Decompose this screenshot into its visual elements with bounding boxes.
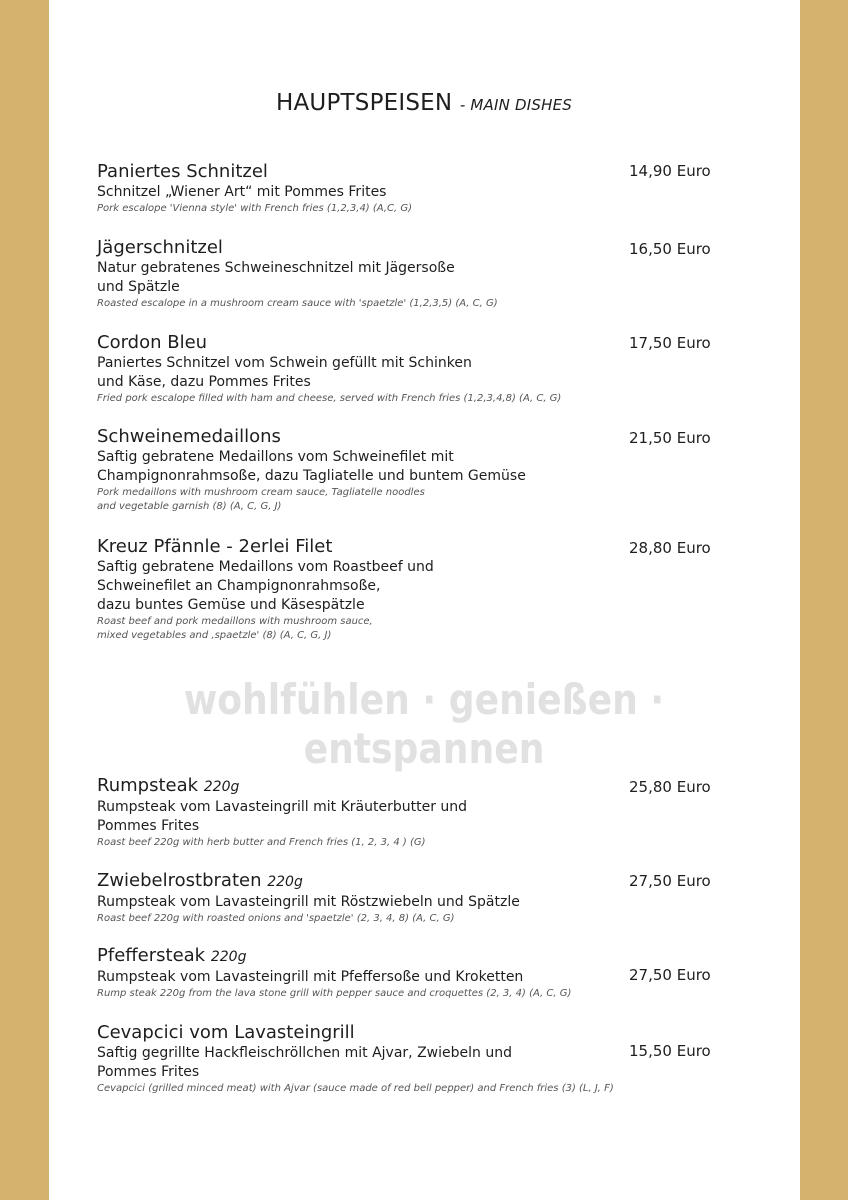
dish-price: 17,50 Euro: [629, 334, 711, 352]
dish-item: [97, 870, 657, 926]
right-gold-border: [800, 0, 848, 1200]
dish-desc-de: Paniertes Schnitzel vom Schwein gefüllt mit Schinken: [97, 355, 472, 371]
dish-name: Jägerschnitzel: [97, 237, 223, 258]
title-sub: - MAIN DISHES: [459, 96, 572, 114]
left-gold-border: [0, 0, 49, 1200]
dish-name: Schweinemedaillons: [97, 426, 281, 447]
dish-desc-de: Pommes Frites: [97, 818, 200, 834]
dish-desc-en: Fried pork escalope filled with ham and cheese, served with French fries (1,2,3,4,8) (A, C, G): [97, 393, 562, 404]
dish-name: Cordon Bleu: [97, 332, 208, 353]
dish-desc-en: Roast beef 220g with herb butter and French fries (1, 2, 3, 4 ) (G): [97, 837, 426, 848]
dish-desc-de: Schweinefilet an Champignonrahmsoße,: [97, 578, 381, 594]
dish-price: 15,50 Euro: [629, 1042, 711, 1060]
dish-desc-en: Roast beef 220g with roasted onions and 'spaetzle' (2, 3, 4, 8) (A, C, G): [97, 913, 455, 924]
title-main: HAUPTSPEISEN: [276, 90, 453, 116]
dish-price: 25,80 Euro: [629, 778, 711, 796]
slogan-text: wohlfühlen · genießen · entspannen: [183, 675, 665, 773]
dish-desc-de: Champignonrahmsoße, dazu Tagliatelle und buntem Gemüse: [97, 468, 526, 484]
dish-price: 16,50 Euro: [629, 240, 711, 258]
dish-item: [97, 536, 657, 643]
dish-desc-de: Pommes Frites: [97, 1064, 200, 1080]
dish-desc-en: Rump steak 220g from the lava stone grill with pepper sauce and croquettes (2, 3, 4) (A, C, G): [97, 988, 572, 999]
dish-desc-de: Saftig gebratene Medaillons vom Roastbeef und: [97, 559, 434, 575]
dish-desc-en: Pork medaillons with mushroom cream sauce, Tagliatelle noodles: [97, 487, 425, 498]
dish-desc-de: und Spätzle: [97, 279, 180, 295]
dish-desc-de: Natur gebratenes Schweineschnitzel mit Jägersoße: [97, 260, 455, 276]
dish-desc-en: and vegetable garnish (8) (A, C, G, J): [97, 501, 282, 512]
dish-weight: 220g: [210, 949, 247, 965]
dish-name: Rumpsteak 220g: [97, 775, 240, 796]
dish-desc-en: Roast beef and pork medaillons with mushroom sauce,: [97, 616, 373, 627]
dish-desc-en: Cevapcici (grilled minced meat) with Ajvar (sauce made of red bell pepper) and French fries (3) (L, J, F): [97, 1083, 614, 1094]
dish-price: 27,50 Euro: [629, 966, 711, 984]
dish-desc-de: Rumpsteak vom Lavasteingrill mit Pfeffersoße und Kroketten: [97, 969, 524, 985]
dish-price: 21,50 Euro: [629, 429, 711, 447]
dish-item: [97, 237, 657, 311]
dish-price: 27,50 Euro: [629, 872, 711, 890]
dish-weight: 220g: [203, 779, 240, 795]
dish-name: Zwiebelrostbraten 220g: [97, 870, 303, 891]
dish-item: [97, 426, 657, 514]
dish-desc-de: Rumpsteak vom Lavasteingrill mit Kräuterbutter und: [97, 799, 468, 815]
dish-item: [97, 945, 657, 1001]
dish-desc-en: Pork escalope 'Vienna style' with French fries (1,2,3,4) (A,C, G): [97, 203, 412, 214]
dish-desc-en: Roasted escalope in a mushroom cream sauce with 'spaetzle' (1,2,3,5) (A, C, G): [97, 298, 498, 309]
dish-item: [97, 775, 657, 850]
dish-price: 28,80 Euro: [629, 539, 711, 557]
dish-name: Cevapcici vom Lavasteingrill: [97, 1022, 355, 1043]
dish-desc-en: mixed vegetables and ‚spaetzle' (8) (A, C, G, J): [97, 630, 332, 641]
dish-desc-de: Saftig gegrillte Hackfleischröllchen mit Ajvar, Zwiebeln und: [97, 1045, 512, 1061]
dish-name: Paniertes Schnitzel: [97, 161, 268, 182]
dish-desc-de: Schnitzel „Wiener Art“ mit Pommes Frites: [97, 184, 387, 200]
dish-desc-de: Saftig gebratene Medaillons vom Schweinefilet mit: [97, 449, 454, 465]
dish-desc-de: dazu buntes Gemüse und Käsespätzle: [97, 597, 365, 613]
dish-desc-de: Rumpsteak vom Lavasteingrill mit Röstzwiebeln und Spätzle: [97, 894, 520, 910]
dish-desc-de: und Käse, dazu Pommes Frites: [97, 374, 311, 390]
dish-item: [97, 332, 657, 406]
dish-price: 14,90 Euro: [629, 162, 711, 180]
dish-weight: 220g: [267, 874, 303, 890]
page-title: [0, 90, 848, 116]
dish-name: Pfeffersteak 220g: [97, 945, 247, 966]
dish-item: [97, 161, 657, 216]
dish-name: Kreuz Pfännle - 2erlei Filet: [97, 536, 333, 557]
